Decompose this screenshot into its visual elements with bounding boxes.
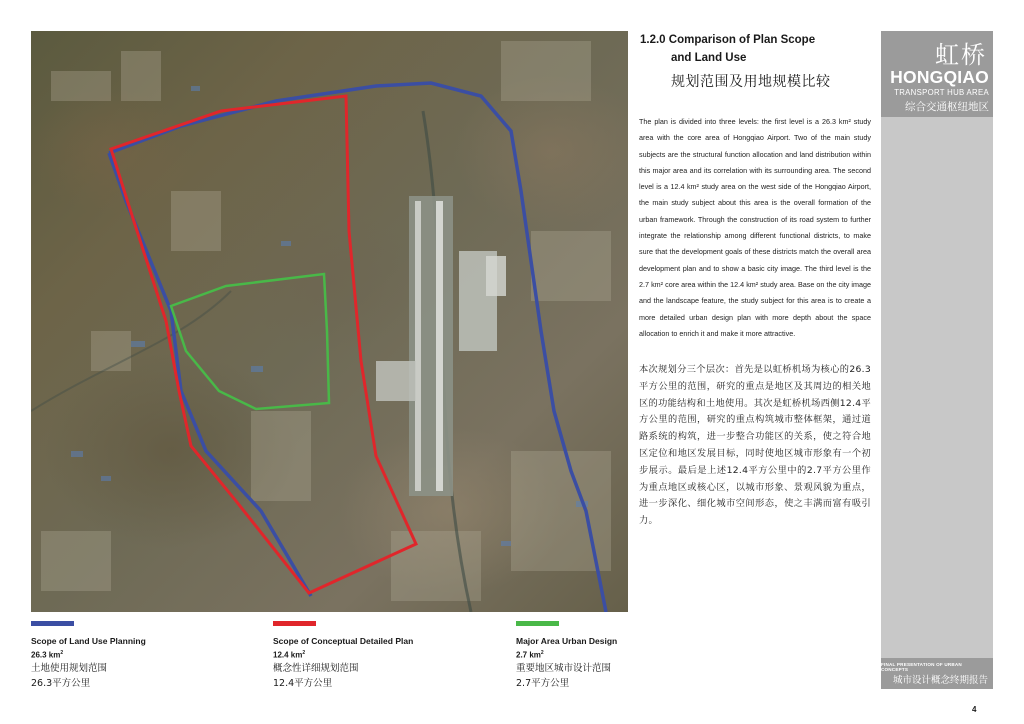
sidebar-footer (881, 658, 993, 689)
legend-area-cn: 26.3平方公里 (31, 677, 91, 689)
section-heading (640, 31, 860, 91)
legend-swatch-green (516, 621, 559, 626)
legend-label-en: Scope of Conceptual Detailed Plan (273, 636, 414, 646)
legend-label-cn: 重要地区城市设计范围 (516, 662, 612, 674)
sidebar-footer-cn: 城市设计概念终期报告 (892, 675, 988, 686)
legend-area-cn: 12.4平方公里 (273, 677, 333, 689)
page-number: 4 (972, 705, 977, 714)
legend-item-land-use (31, 621, 231, 690)
body-text-cn: 本次规划分三个层次：首先是以虹桥机场为核心的26.3平方公里的范围，研究的重点是地区及其周边的相关地区的功能结构和土地使用。其次是虹桥机场西侧12.4平方公里的范围，研究的重点构筑城市整体框架，通过道路系统的构筑，进一步整合功能区的关系，使之符合地区定位和地区发展目标，同时使地区城市形象有一个初步展示。最后是上述12.4平方公里中的2.7平方公里作为重点地区或核心区，以城市形象、景观风貌为重点，进一步深化、细化城市空间形态，使之丰满而富有吸引力。 (639, 364, 871, 527)
sidebar-footer-en: FINAL PRESENTATION OF URBAN CONCEPTS (881, 662, 962, 672)
legend-area: 26.3 $km^2$ (31, 650, 64, 660)
legend-label-en: Major Area Urban Design (516, 636, 618, 646)
airport-area (376, 196, 506, 496)
boundary-major-area-urban-design (171, 274, 329, 409)
sidebar-subtitle-en: TRANSPORT HUB AREA (894, 88, 989, 97)
legend-item-urban-design (516, 621, 716, 690)
sidebar-title-cn: 虹桥 (935, 41, 987, 69)
sidebar-subtitle-cn: 综合交通枢纽地区 (905, 101, 989, 113)
legend-area-cn: 2.7平方公里 (516, 677, 570, 689)
legend-area: 12.4 $km^2$ (273, 650, 306, 660)
heading-title-line2: and Land Use (671, 52, 747, 64)
sidebar-title-block (881, 31, 993, 117)
sidebar (881, 31, 993, 689)
legend-swatch-red (273, 621, 316, 626)
legend-label-cn: 土地使用规划范围 (31, 662, 108, 674)
legend-item-conceptual (273, 621, 473, 690)
body-text-en: The plan is divided into three levels: the first level is a 26.3 km² study area with the core area of Hongqiao Airport. Two of the main study subjects are the structural function allocation and land distribution within this major area and its correlation with its surrounding area. The second level is a 12.4 km² study area on the west side of the Hongqiao Airport, the main study subject about this area is the overall formation of the urban framework. Through the construction of its road system to further integrate the relationship among different functional districts, to make sure that the development goals of these districts match the overall area development plan and to show a basic city image. The third level is the 2.7 km² core area within the 12.4 km² study area. Base on the city image and the landscape feature, the study subject for this area is to create a more detailed urban design plan with more depth about the space allocation to enrich it and make it more attractive. (639, 117, 871, 338)
map-overlay (31, 31, 628, 612)
aerial-map (31, 31, 628, 612)
heading-title-cn: 规划范围及用地规模比较 (671, 74, 831, 90)
legend-area: 2.7 $km^2$ (516, 650, 544, 660)
sidebar-title-en: HONGQIAO (890, 67, 989, 87)
legend-label-cn: 概念性详细规划范围 (273, 662, 359, 674)
legend-label-en: Scope of Land Use Planning (31, 636, 146, 646)
heading-title: 1.2.0 Comparison of Plan Scope (640, 34, 816, 46)
legend-swatch-blue (31, 621, 74, 626)
